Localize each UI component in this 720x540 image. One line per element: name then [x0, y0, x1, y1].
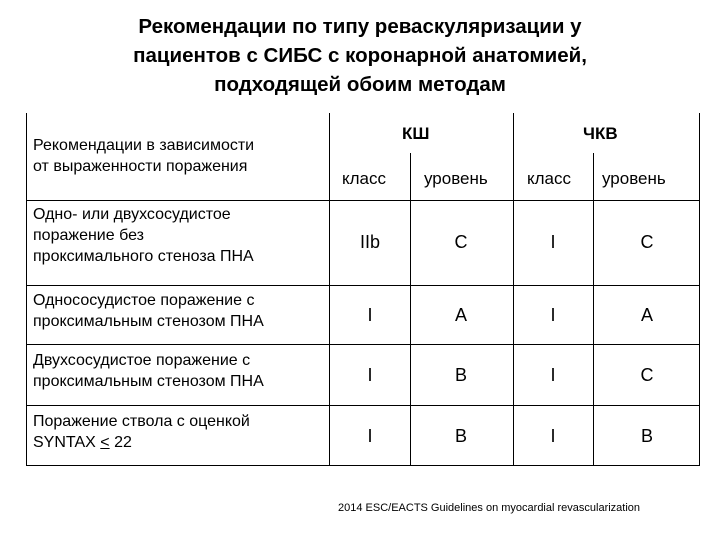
- syntax-prefix: SYNTAX: [33, 434, 101, 451]
- row-divider: [27, 344, 699, 345]
- column-divider: [593, 153, 594, 465]
- row-label-line: Поражение ствола с оценкой: [33, 413, 250, 430]
- corner-header: [33, 135, 333, 177]
- group-header-chkv: ЧКВ: [583, 124, 618, 143]
- chkv-level-value: B: [640, 426, 653, 446]
- title-line-3: подходящей обоим методам: [214, 73, 506, 96]
- row-label-line: Одно- или двухсосудистое: [33, 206, 231, 223]
- chkv-class-value: I: [550, 305, 556, 325]
- subheader-level: уровень: [602, 169, 666, 188]
- ksh-level-value: A: [454, 305, 467, 325]
- chkv-class-value: I: [550, 426, 556, 446]
- row-label-line: проксимального стеноза ПНА: [33, 248, 254, 265]
- row-label-line: Однососудистое поражение с: [33, 292, 255, 309]
- row-label-line: Двухсосудистое поражение с: [33, 352, 251, 369]
- column-divider: [513, 113, 514, 465]
- chkv-level-value: C: [640, 232, 654, 252]
- row-label-line: [33, 432, 333, 453]
- ksh-class-value: I: [367, 305, 373, 325]
- subheader-class: класс: [342, 169, 387, 188]
- syntax-value: 22: [109, 434, 132, 451]
- row-label-line: проксимальным стенозом ПНА: [33, 313, 264, 330]
- chkv-level-value: A: [640, 305, 653, 325]
- ksh-class-value: I: [367, 365, 373, 385]
- row-label: [33, 350, 333, 392]
- row-label-line: поражение без: [33, 227, 144, 244]
- row-label: [33, 290, 333, 332]
- title-line-1: Рекомендации по типу реваскуляризации у: [138, 15, 582, 38]
- subheader-class: класс: [527, 169, 572, 188]
- row-divider: [27, 405, 699, 406]
- column-divider: [410, 153, 411, 465]
- title-line-2: пациентов с СИБС с коронарной анатомией,: [133, 44, 587, 67]
- row-divider: [27, 200, 699, 201]
- ksh-level-value: C: [454, 232, 468, 252]
- recommendations-table: [26, 113, 700, 466]
- group-header-ksh: КШ: [402, 124, 430, 143]
- row-divider: [27, 285, 699, 286]
- chkv-level-value: C: [640, 365, 654, 385]
- corner-line-1: Рекомендации в зависимости: [33, 137, 255, 154]
- subheader-level: уровень: [424, 169, 488, 188]
- ksh-class-value: IIb: [359, 232, 380, 252]
- ksh-class-value: I: [367, 426, 373, 446]
- chkv-class-value: I: [550, 232, 556, 252]
- row-label: [33, 411, 333, 453]
- row-label: [33, 204, 333, 267]
- page-title: [60, 12, 660, 99]
- chkv-class-value: I: [550, 365, 556, 385]
- ksh-level-value: B: [454, 365, 467, 385]
- corner-line-2: от выраженности поражения: [33, 158, 248, 175]
- less-or-equal-symbol: <: [100, 434, 110, 451]
- source-footnote: 2014 ESC/EACTS Guidelines on myocardial revascularization: [338, 502, 641, 514]
- row-label-line: проксимальным стенозом ПНА: [33, 373, 264, 390]
- ksh-level-value: B: [454, 426, 467, 446]
